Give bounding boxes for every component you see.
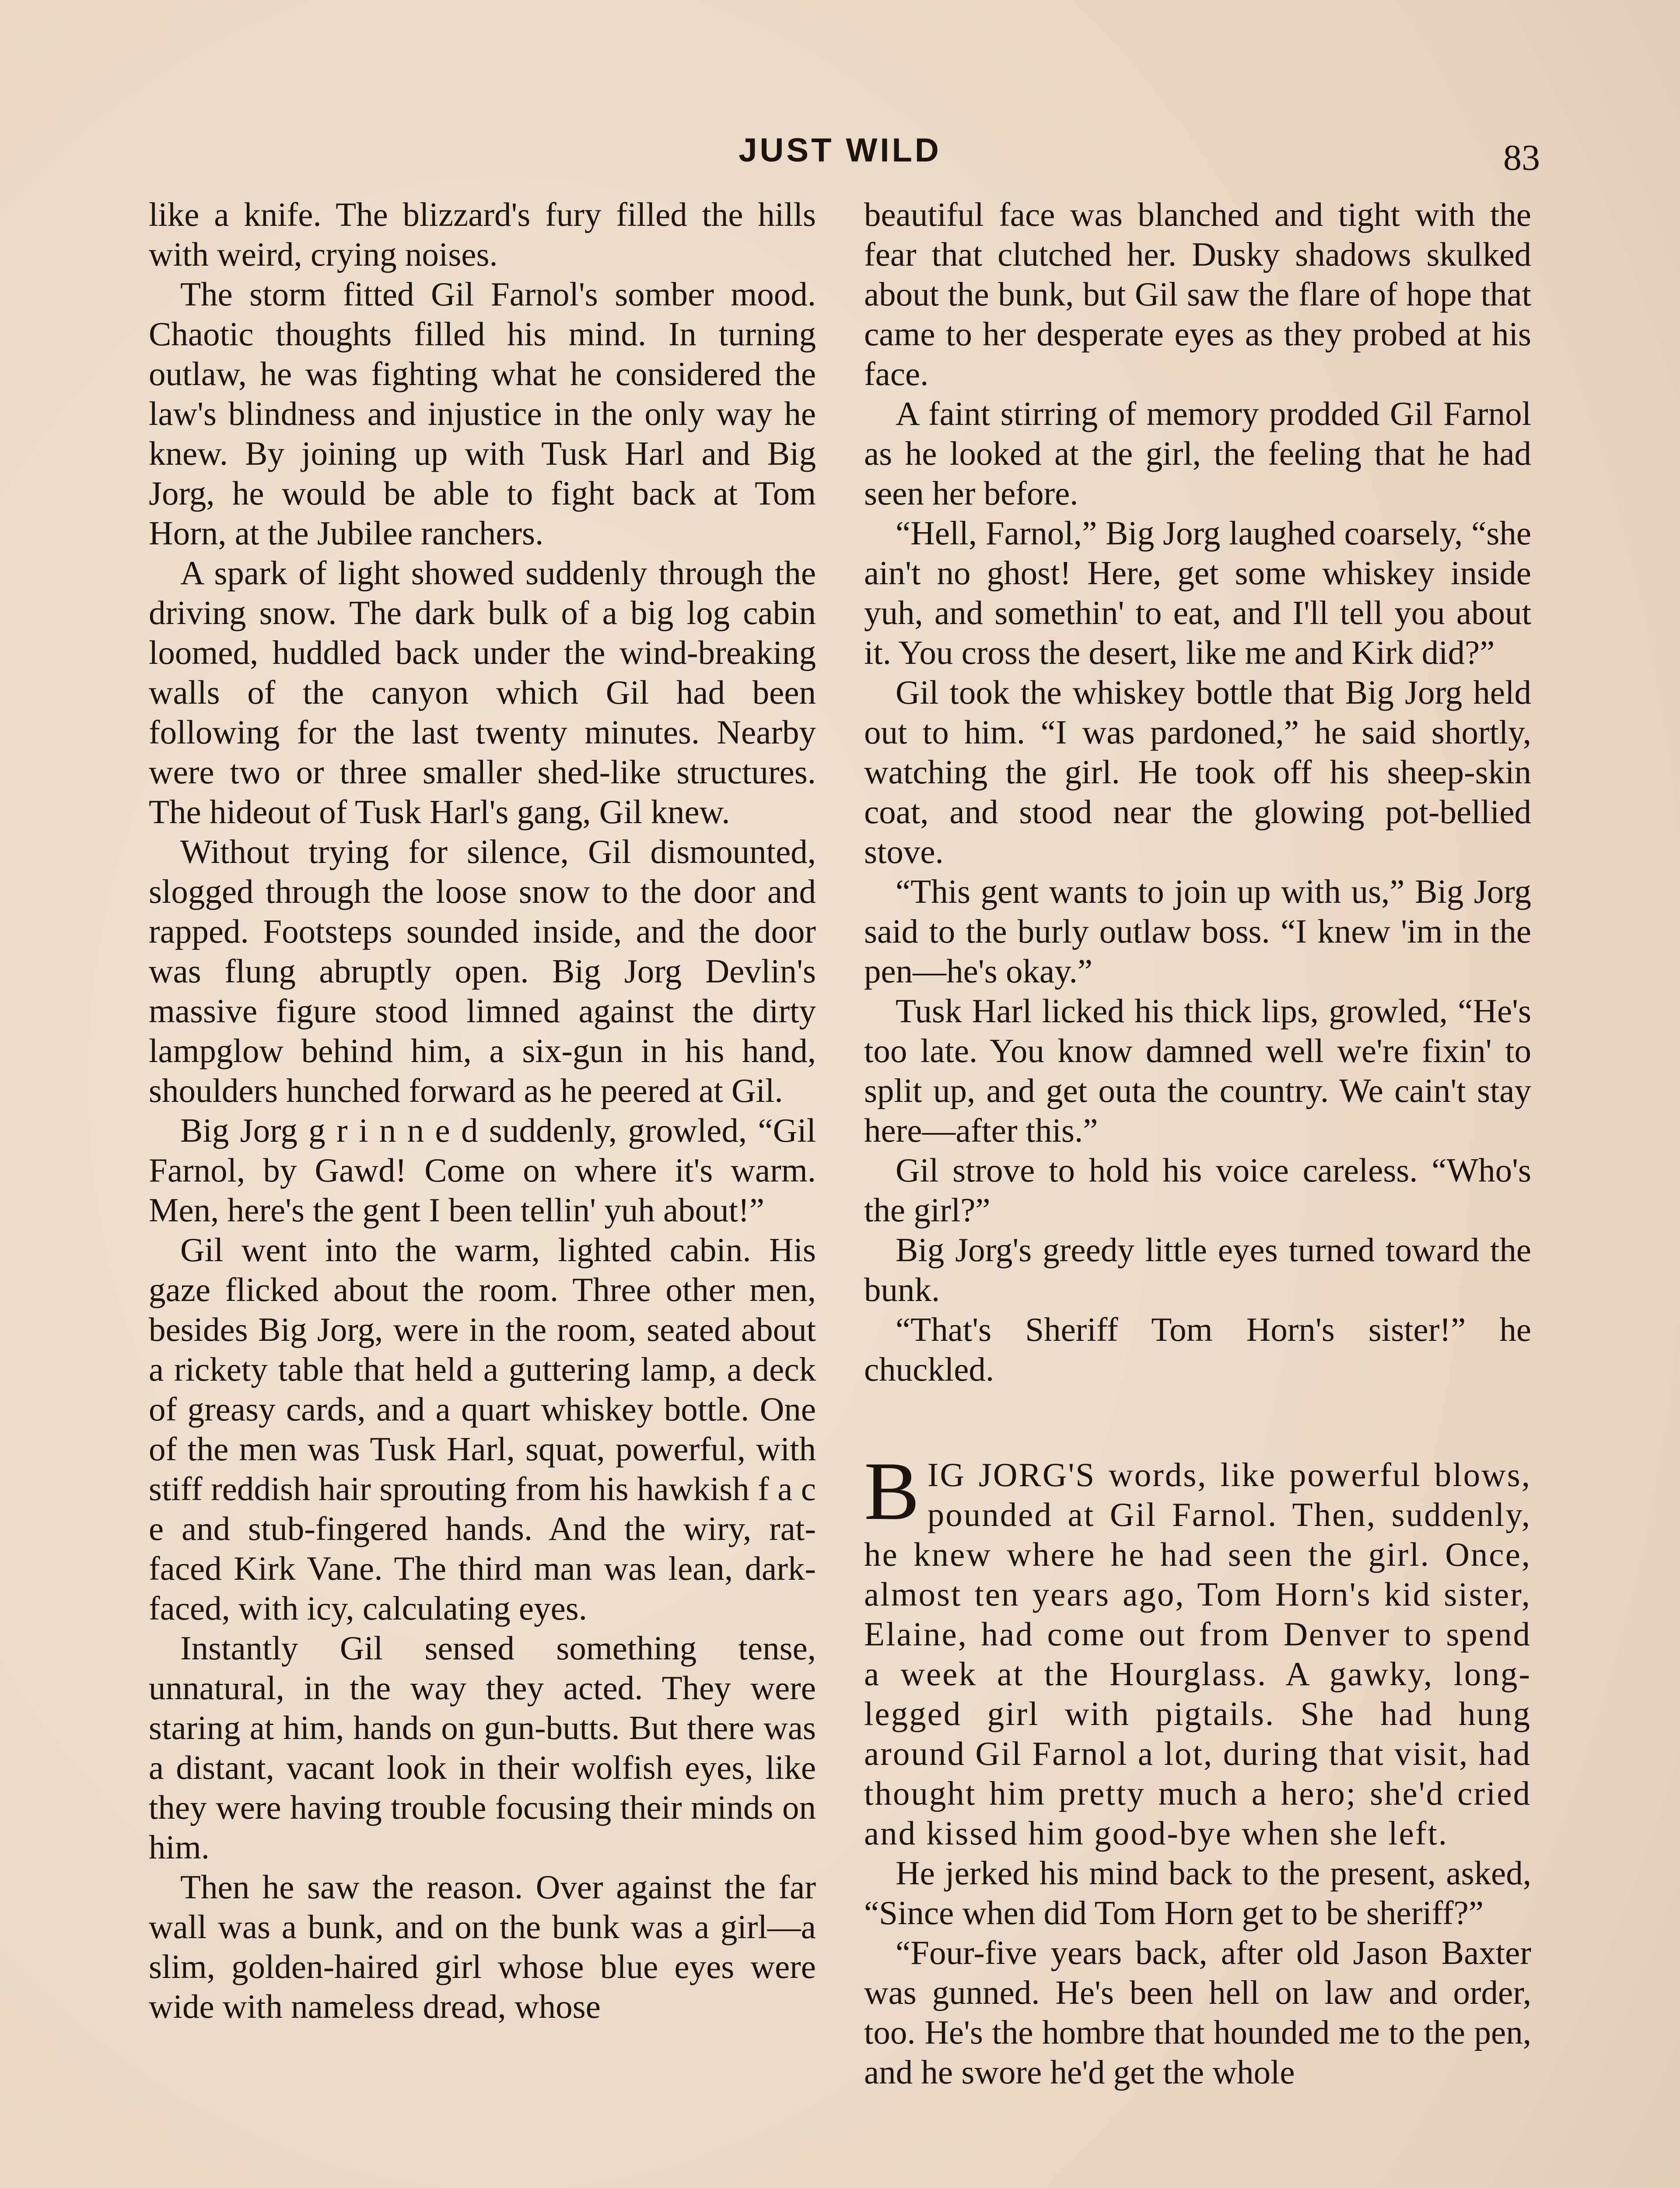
paragraph: “That's Sheriff Tom Horn's sister!” he chuckled.: [864, 1311, 1531, 1388]
right-column: [864, 195, 1531, 2092]
paragraph: Gil strove to hold his voice careless. “Who's the girl?”: [864, 1151, 1531, 1229]
page-number: 83: [1503, 137, 1540, 178]
paragraph: “Hell, Farnol,” Big Jorg laughed coarsely, “she ain't no ghost! Here, get some whiskey inside yuh, and somethin' to eat, and I'll tell you about it. You cross the desert, like me and Kirk did?”: [864, 514, 1531, 671]
paragraph: Big Jorg's greedy little eyes turned toward the bunk.: [864, 1231, 1531, 1308]
paragraph: “This gent wants to join up with us,” Big Jorg said to the burly outlaw boss. “I knew 'im in the pen—he's okay.”: [864, 873, 1531, 990]
section-break: [864, 1389, 1531, 1455]
left-column: [149, 195, 816, 2027]
paragraph: He jerked his mind back to the present, asked, “Since when did Tom Horn get to be sheriff?”: [864, 1854, 1531, 1932]
paragraph: Instantly Gil sensed something tense, unnatural, in the way they acted. They were staring at him, hands on gun-butts. But there was a distant, vacant look in their wolfish eyes, like they were having trouble focusing their minds on him.: [149, 1629, 816, 1866]
paragraph: Gil went into the warm, lighted cabin. His gaze flicked about the room. Three other men, besides Big Jorg, were in the room, seated about a rickety table that held a guttering lamp, a deck of greasy cards, and a quart whiskey bottle. One of the men was Tusk Harl, squat, powerful, with stiff reddish hair sprouting from his hawkish f a c e and stub-fingered hands. And the wiry, rat-faced Kirk Vane. The third man was lean, dark-faced, with icy, calculating eyes.: [149, 1231, 816, 1627]
section-opening-paragraph: [864, 1445, 1531, 1853]
paragraph: A spark of light showed suddenly through the driving snow. The dark bulk of a big log cabin loomed, huddled back under the wind-breaking walls of the canyon which Gil had been following for the last twenty minutes. Nearby were two or three smaller shed-like structures. The hideout of Tusk Harl's gang, Gil knew.: [149, 554, 816, 831]
paragraph: Gil took the whiskey bottle that Big Jorg held out to him. “I was pardoned,” he said shortly, watching the girl. He took off his sheep-skin coat, and stood near the glowing pot-bellied stove.: [864, 673, 1531, 870]
running-title: JUST WILD: [738, 132, 942, 169]
paragraph: Without trying for silence, Gil dismounted, slogged through the loose snow to the door and rapped. Footsteps sounded inside, and the door was flung abruptly open. Big Jorg Devlin's massive figure stood limned against the dirty lampglow behind him, a six-gun in his hand, shoulders hunched forward as he peered at Gil.: [149, 833, 816, 1109]
paragraph: The storm fitted Gil Farnol's somber mood. Chaotic thoughts filled his mind. In turning outlaw, he was fighting what he considered the law's blindness and injustice in the only way he knew. By joining up with Tusk Harl and Big Jorg, he would be able to fight back at Tom Horn, at the Jubilee ranchers.: [149, 275, 816, 552]
paragraph: “Four-five years back, after old Jason Baxter was gunned. He's been hell on law and order, too. He's the hombre that hounded me to the pen, and he swore he'd get the whole: [864, 1934, 1531, 2091]
opening-text: IG JORG'S words, like powerful blows, pounded at Gil Farnol. Then, suddenly, he knew where he had seen the girl. Once, almost ten years ago, Tom Horn's kid sister, Elaine, had come out from Denver to spend a week at the Hourglass. A gawky, long-legged girl with pigtails. She had hung around Gil Farnol a lot, during that visit, had thought him pretty much a hero; she'd cried and kissed him good-bye when she left.: [864, 1456, 1531, 1852]
paragraph: Tusk Harl licked his thick lips, growled, “He's too late. You know damned well we're fixin' to split up, and get outa the country. We cain't stay here—after this.”: [864, 992, 1531, 1149]
paragraph: beautiful face was blanched and tight with the fear that clutched her. Dusky shadows skulked about the bunk, but Gil saw the flare of hope that came to her desperate eyes as they probed at his face.: [864, 196, 1531, 393]
drop-cap: B: [864, 1445, 920, 1537]
paragraph: Big Jorg g r i n n e d suddenly, growled, “Gil Farnol, by Gawd! Come on where it's warm. Men, here's the gent I been tellin' yuh about!”: [149, 1112, 816, 1229]
paragraph: Then he saw the reason. Over against the far wall was a bunk, and on the bunk was a girl—a slim, golden-haired girl whose blue eyes were wide with nameless dread, whose: [149, 1868, 816, 2025]
paragraph: A faint stirring of memory prodded Gil Farnol as he looked at the girl, the feeling that he had seen her before.: [864, 395, 1531, 512]
paragraph: like a knife. The blizzard's fury filled the hills with weird, crying noises.: [149, 196, 816, 273]
